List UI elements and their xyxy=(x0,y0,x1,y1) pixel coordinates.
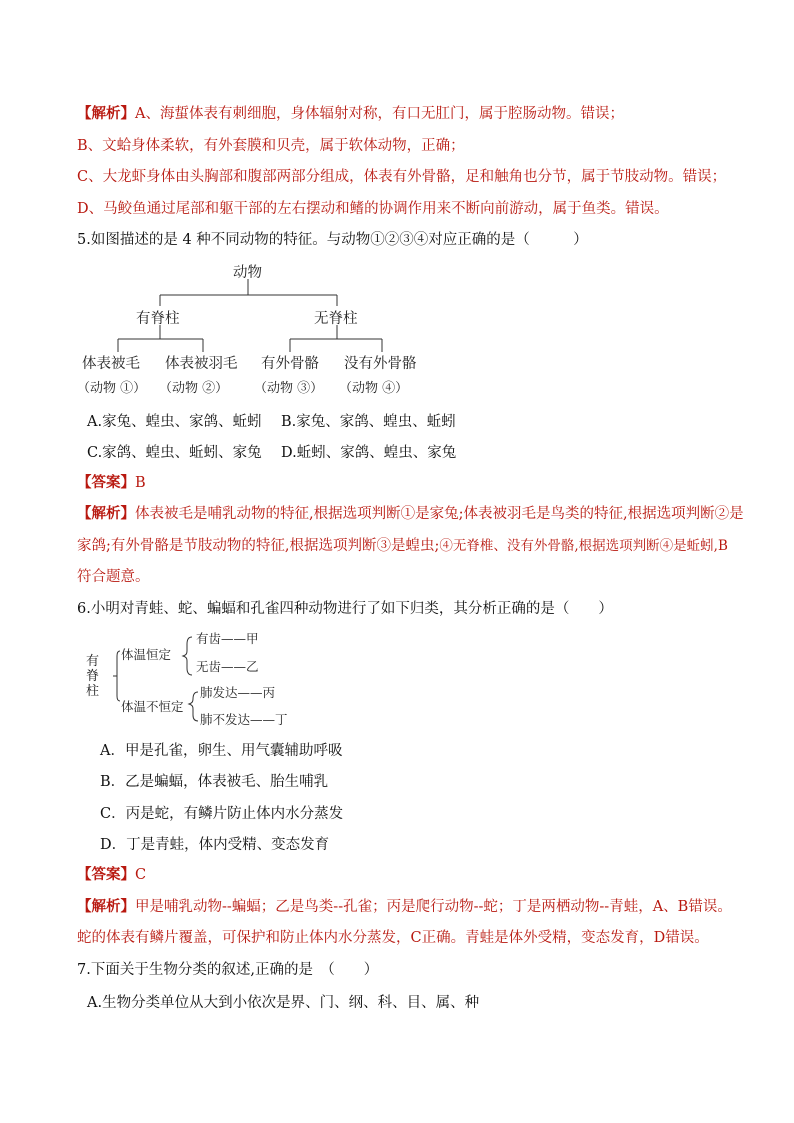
tree-leaf-3: 有外骨骼 xyxy=(261,356,319,372)
q6-analysis-1 xyxy=(77,897,732,917)
tree-invertebrate: 无脊柱 xyxy=(314,311,358,327)
analysis-text: 体表被毛是哺乳动物的特征,根据选项判断①是家兔;体表被羽毛是鸟类的特征,根据选项判断②是 xyxy=(135,506,744,522)
q6-root: 有脊柱 xyxy=(86,654,100,699)
analysis-tag: 【解析】 xyxy=(77,505,135,522)
q5-analysis-2 xyxy=(77,536,728,556)
q6-option-b: B．乙是蝙蝠，体表被毛、胎生哺乳 xyxy=(100,774,329,790)
q7-stem: 7.下面关于生物分类的叙述,正确的是 （ ） xyxy=(77,962,379,978)
q6-analysis-2: 蛇的体表有鳞片覆盖，可保护和防止体内水分蒸发，C正确。青蛙是体外受精，变态发育，D错误。 xyxy=(77,930,709,946)
q5-analysis-1 xyxy=(77,504,744,524)
answer-tag: 【答案】 xyxy=(77,474,135,491)
q6-option-c: C．丙是蛇，有鳞片防止体内水分蒸发 xyxy=(100,806,344,822)
tree-leaf-4: 没有外骨骼 xyxy=(344,356,417,372)
q7-option-a: A.生物分类单位从大到小依次是界、门、纲、科、目、属、种 xyxy=(87,995,480,1011)
q5-option-a: A.家兔、蝗虫、家鸽、蚯蚓 xyxy=(87,414,262,430)
q5-analysis-3: 符合题意。 xyxy=(77,569,150,585)
answer-value: C xyxy=(135,867,147,883)
tree-vertebrate: 有脊柱 xyxy=(136,311,180,327)
answer-tag: 【答案】 xyxy=(77,866,135,883)
analysis-text: 家鸽;有外骨骼是节肢动物的特征,根据选项判断③是蝗虫; xyxy=(77,538,440,554)
q6-leaf-2: 无齿——乙 xyxy=(196,659,259,674)
tree-leaf-1: 体表被毛 xyxy=(82,356,140,372)
tree-sub-1: （动物 ①） xyxy=(77,381,147,396)
analysis-tag: 【解析】 xyxy=(77,898,135,915)
prev-analysis-c: C、大龙虾身体由头胸部和腹部两部分组成，体表有外骨骼，足和触角也分节，属于节肢动物。错误； xyxy=(77,169,727,185)
q6-leaf-1: 有齿——甲 xyxy=(196,631,259,646)
analysis-text: 甲是哺乳动物--蝙蝠；乙是鸟类--孔雀；丙是爬行动物--蛇；丁是两栖动物--青蛙，A、B错误。 xyxy=(135,899,732,915)
q6-answer xyxy=(77,865,146,885)
q6-leaf-3: 肺发达——丙 xyxy=(200,685,276,700)
q6-leaf-4: 肺不发达——丁 xyxy=(200,712,288,727)
answer-value: B xyxy=(135,475,146,491)
tree-sub-2: （动物 ②） xyxy=(159,381,229,396)
q5-stem: 5.如图描述的是 4 种不同动物的特征。与动物①②③④对应正确的是（ ） xyxy=(77,232,588,248)
q5-option-b: B.家兔、家鸽、蝗虫、蚯蚓 xyxy=(281,414,456,430)
tree-root: 动物 xyxy=(233,265,262,281)
q6-option-d: D．丁是青蛙，体内受精、变态发育 xyxy=(100,837,330,853)
q6-branch-2: 体温不恒定 xyxy=(121,699,184,714)
q6-stem: 6.小明对青蛙、蛇、蝙蝠和孔雀四种动物进行了如下归类，其分析正确的是（ ） xyxy=(77,601,613,617)
tree-leaf-2: 体表被羽毛 xyxy=(165,356,238,372)
prev-analysis-b: B、文蛤身体柔软，有外套膜和贝壳，属于软体动物，正确； xyxy=(77,138,465,154)
q5-option-d: D.蚯蚓、家鸽、蝗虫、家兔 xyxy=(281,445,457,461)
tree-sub-3: （动物 ③） xyxy=(254,381,324,396)
q5-option-c: C.家鸽、蝗虫、蚯蚓、家兔 xyxy=(87,445,262,461)
tree-sub-4: （动物 ④） xyxy=(339,381,409,396)
analysis-text: ④无脊椎、没有外骨骼,根据选项判断④是蚯蚓,B xyxy=(439,538,728,554)
q5-answer xyxy=(77,473,146,493)
analysis-text: A、海蜇体表有刺细胞，身体辐射对称，有口无肛门，属于腔肠动物。错误； xyxy=(135,106,624,122)
prev-analysis-d: D、马鲛鱼通过尾部和躯干部的左右摆动和鳍的协调作用来不断向前游动，属于鱼类。错误。 xyxy=(77,201,669,217)
q6-branch-1: 体温恒定 xyxy=(121,647,172,662)
q6-option-a: A．甲是孔雀，卵生、用气囊辅助呼吸 xyxy=(100,743,343,759)
analysis-tag: 【解析】 xyxy=(77,105,135,122)
